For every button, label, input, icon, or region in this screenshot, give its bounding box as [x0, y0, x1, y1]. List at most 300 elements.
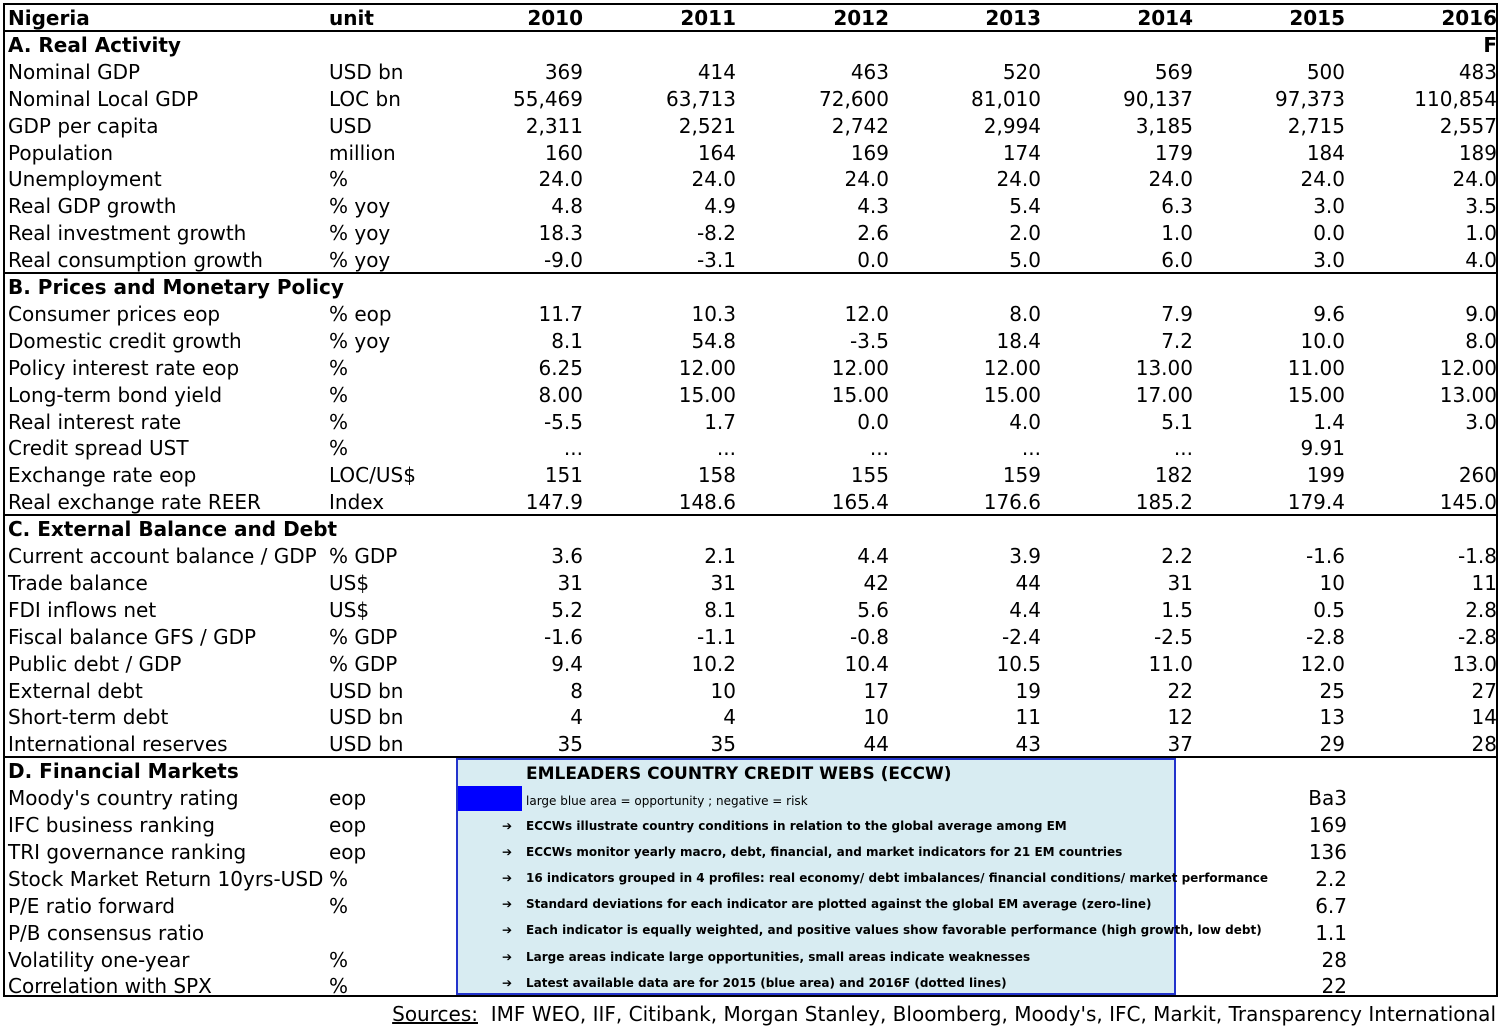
- table-row: [5, 570, 1496, 597]
- table-cell: 31: [1167, 570, 1193, 595]
- table-cell: 2.2: [1315, 866, 1347, 891]
- eccw-bullet-text: ECCWs monitor yearly macro, debt, financial, and market indicators for 21 EM countries: [526, 845, 1123, 860]
- table-cell: 3.0: [1313, 248, 1345, 273]
- table-cell: 25: [1319, 678, 1345, 703]
- row-unit: % yoy: [329, 328, 391, 353]
- table-cell: 24.0: [1452, 167, 1497, 192]
- row-label: Real GDP growth: [8, 194, 177, 219]
- table-cell: 8.1: [551, 328, 583, 353]
- table-cell: 110,854: [1414, 86, 1497, 111]
- table-cell: 6.3: [1161, 194, 1193, 219]
- table-cell: 12.00: [678, 355, 736, 380]
- row-unit: % yoy: [329, 221, 391, 246]
- table-cell: 22: [1167, 678, 1193, 703]
- row-label: FDI inflows net: [8, 597, 157, 622]
- table-cell: -5.5: [543, 409, 583, 434]
- table-row: [5, 624, 1496, 651]
- table-cell: -1.6: [1305, 544, 1345, 568]
- table-cell: 8.0: [1009, 301, 1041, 326]
- table-cell: 169: [1308, 813, 1347, 837]
- row-unit: %: [329, 355, 349, 380]
- row-label: Consumer prices eop: [8, 301, 221, 326]
- table-cell: 0.0: [1313, 221, 1345, 246]
- table-cell: 260: [1458, 463, 1497, 488]
- table-header-row: [5, 5, 1496, 32]
- section-title: B. Prices and Monetary Policy: [8, 275, 344, 299]
- year-header: 2011: [680, 6, 736, 30]
- table-cell: 24.0: [1148, 167, 1193, 192]
- table-cell: 2.1: [704, 544, 736, 568]
- table-row: [5, 597, 1496, 624]
- row-unit: Index: [329, 490, 385, 515]
- year-header: 2016: [1441, 6, 1497, 30]
- year-header: 2013: [985, 6, 1041, 30]
- arrow-right-icon: ➔: [502, 871, 513, 886]
- table-cell: 2,521: [678, 113, 736, 138]
- table-cell: 24.0: [1300, 167, 1345, 192]
- table-cell: 0.0: [857, 248, 889, 273]
- table-cell: 4.8: [551, 194, 583, 219]
- eccw-title: EMLEADERS COUNTRY CREDIT WEBS (ECCW): [526, 764, 952, 784]
- table-cell: 12: [1167, 705, 1193, 730]
- table-cell: 54.8: [691, 328, 736, 353]
- arrow-right-icon: ➔: [502, 897, 513, 912]
- row-label: Fiscal balance GFS / GDP: [8, 624, 257, 649]
- table-cell: 2.0: [1009, 221, 1041, 246]
- table-cell: 1.5: [1161, 597, 1193, 622]
- table-cell: 5.4: [1009, 194, 1041, 219]
- table-cell: -3.1: [696, 248, 736, 273]
- table-cell: 11.00: [1287, 355, 1345, 380]
- table-cell: 5.1: [1161, 409, 1193, 434]
- table-cell: 4.4: [1009, 597, 1041, 622]
- table-row: [5, 382, 1496, 409]
- table-cell: 7.2: [1161, 328, 1193, 353]
- table-cell: 15.00: [1287, 382, 1345, 407]
- sources-text: IMF WEO, IIF, Citibank, Morgan Stanley, Bloomberg, Moody's, IFC, Markit, Transparency International: [490, 1002, 1496, 1026]
- sources-line: [392, 1002, 1496, 1026]
- table-cell: 463: [850, 59, 889, 84]
- table-cell: 18.3: [538, 221, 583, 246]
- table-cell: 35: [710, 732, 736, 757]
- table-cell: 3.0: [1465, 409, 1497, 434]
- table-cell: 3,185: [1135, 113, 1193, 138]
- row-label: Trade balance: [8, 570, 148, 595]
- table-cell: 5.0: [1009, 248, 1041, 273]
- table-cell: Ba3: [1308, 786, 1347, 811]
- eccw-bullet: [502, 845, 1122, 859]
- row-unit: % yoy: [329, 248, 391, 273]
- table-cell: 10: [1319, 570, 1345, 595]
- table-cell: 10.4: [844, 651, 889, 676]
- table-cell: 72,600: [819, 86, 889, 111]
- table-cell: 8.0: [1465, 328, 1497, 353]
- section-header-row: [5, 30, 1496, 59]
- eccw-bullet-text: Latest available data are for 2015 (blue area) and 2016F (dotted lines): [526, 975, 1007, 990]
- row-label: Short-term debt: [8, 705, 169, 730]
- row-label: Real investment growth: [8, 221, 247, 246]
- table-cell: 10.5: [996, 651, 1041, 676]
- row-label: Real interest rate: [8, 409, 182, 434]
- eccw-bullet: [502, 923, 1262, 937]
- table-cell: 10: [710, 678, 736, 703]
- table-cell: 2,557: [1439, 113, 1497, 138]
- table-cell: 4.0: [1009, 409, 1041, 434]
- eccw-bullet: [502, 950, 1030, 964]
- table-cell: 24.0: [538, 167, 583, 192]
- table-cell: -9.0: [543, 248, 583, 273]
- forecast-flag: F: [1483, 32, 1497, 57]
- year-header: 2014: [1137, 6, 1193, 30]
- row-label: Credit spread UST: [8, 436, 189, 461]
- table-cell: 31: [557, 570, 583, 595]
- table-cell: 169: [850, 140, 889, 165]
- table-cell: 158: [697, 463, 736, 488]
- year-header: 2015: [1289, 6, 1345, 30]
- table-cell: 0.0: [857, 409, 889, 434]
- row-label: GDP per capita: [8, 113, 159, 138]
- row-unit: eop: [329, 813, 367, 837]
- table-cell: 5.2: [551, 597, 583, 622]
- table-cell: 13.00: [1135, 355, 1193, 380]
- table-cell: 199: [1306, 463, 1345, 488]
- table-cell: 5.6: [857, 597, 889, 622]
- table-cell: 147.9: [525, 490, 583, 515]
- row-label: International reserves: [8, 732, 228, 757]
- table-cell: 9.6: [1313, 301, 1345, 326]
- table-cell: 3.9: [1009, 544, 1041, 568]
- table-row: [5, 678, 1496, 705]
- table-cell: 520: [1002, 59, 1041, 84]
- row-unit: % GDP: [329, 624, 398, 649]
- arrow-right-icon: ➔: [502, 949, 513, 964]
- row-unit: eop: [329, 786, 367, 811]
- table-cell: 12.0: [1300, 651, 1345, 676]
- row-unit: LOC/US$: [329, 463, 416, 488]
- table-cell: 43: [1015, 732, 1041, 757]
- table-cell: 159: [1002, 463, 1041, 488]
- table-cell: 17.00: [1135, 382, 1193, 407]
- table-cell: 8.00: [538, 382, 583, 407]
- table-cell: 55,469: [513, 86, 583, 111]
- table-cell: -3.5: [849, 328, 889, 353]
- table-cell: 15.00: [831, 382, 889, 407]
- table-cell: 2.2: [1161, 544, 1193, 568]
- eccw-bullet: [502, 819, 1067, 833]
- table-cell: 500: [1306, 59, 1345, 84]
- table-cell: 31: [710, 570, 736, 595]
- table-cell: 2,742: [831, 113, 889, 138]
- eccw-bullet: [502, 897, 1152, 911]
- table-cell: 19: [1015, 678, 1041, 703]
- row-label: TRI governance ranking: [8, 839, 247, 864]
- row-unit: %: [329, 947, 349, 972]
- row-unit: %: [329, 866, 349, 891]
- table-cell: ...: [716, 436, 736, 461]
- table-cell: 182: [1154, 463, 1193, 488]
- row-label: P/E ratio forward: [8, 893, 175, 918]
- eccw-bullet-text: Standard deviations for each indicator are plotted against the global EM average (zero-line): [526, 897, 1152, 912]
- table-cell: 1.7: [704, 409, 736, 434]
- table-cell: ...: [869, 436, 889, 461]
- row-unit: US$: [329, 570, 370, 595]
- table-cell: 28: [1471, 732, 1497, 757]
- table-row: [5, 731, 1496, 758]
- table-cell: 184: [1306, 140, 1345, 165]
- table-row: [5, 193, 1496, 220]
- table-cell: ...: [1173, 436, 1193, 461]
- table-row: [5, 86, 1496, 113]
- table-cell: 369: [544, 59, 583, 84]
- row-unit: % GDP: [329, 544, 398, 568]
- table-cell: 13: [1319, 705, 1345, 730]
- table-cell: 7.9: [1161, 301, 1193, 326]
- table-cell: 2,715: [1287, 113, 1345, 138]
- row-unit: eop: [329, 839, 367, 864]
- table-cell: 414: [697, 59, 736, 84]
- section-title: D. Financial Markets: [8, 759, 239, 784]
- table-cell: 2,311: [525, 113, 583, 138]
- arrow-right-icon: ➔: [502, 845, 513, 860]
- table-cell: 44: [863, 732, 889, 757]
- arrow-right-icon: ➔: [502, 975, 513, 990]
- eccw-bullet-text: 16 indicators grouped in 4 profiles: real economy/ debt imbalances/ financial conditions/ market performance: [526, 871, 1268, 886]
- table-cell: 81,010: [971, 86, 1041, 111]
- table-cell: -2.4: [1001, 624, 1041, 649]
- section-header-row: [5, 514, 1496, 543]
- table-row: [5, 140, 1496, 167]
- table-cell: 11: [1471, 570, 1497, 595]
- table-cell: 4.3: [857, 194, 889, 219]
- table-cell: 10.0: [1300, 328, 1345, 353]
- table-cell: 10: [863, 705, 889, 730]
- table-row: [5, 247, 1496, 274]
- table-cell: 4: [570, 705, 583, 730]
- table-cell: 136: [1308, 839, 1347, 864]
- table-cell: 179: [1154, 140, 1193, 165]
- table-cell: 15.00: [983, 382, 1041, 407]
- table-cell: 6.7: [1315, 893, 1347, 918]
- eccw-bullet-text: ECCWs illustrate country conditions in relation to the global average among EM: [526, 819, 1067, 833]
- table-cell: 569: [1154, 59, 1193, 84]
- table-cell: 2.6: [857, 221, 889, 246]
- table-cell: 28: [1321, 947, 1347, 972]
- table-row: [5, 328, 1496, 355]
- section-title: C. External Balance and Debt: [8, 517, 338, 542]
- table-cell: 13.0: [1452, 651, 1497, 676]
- row-label: Correlation with SPX: [8, 974, 212, 999]
- table-row: [5, 220, 1496, 247]
- row-label: Volatility one-year: [8, 947, 190, 972]
- row-label: Unemployment: [8, 167, 162, 192]
- table-cell: 9.4: [551, 651, 583, 676]
- table-cell: -0.8: [849, 624, 889, 649]
- table-row: [5, 113, 1496, 140]
- eccw-bullet: [502, 871, 1268, 885]
- arrow-right-icon: ➔: [502, 819, 513, 833]
- row-unit: USD bn: [329, 678, 404, 703]
- table-cell: 165.4: [831, 490, 889, 515]
- table-cell: 11: [1015, 705, 1041, 730]
- table-cell: 11.7: [538, 301, 583, 326]
- table-row: [5, 166, 1496, 193]
- table-cell: 24.0: [691, 167, 736, 192]
- table-cell: 185.2: [1135, 490, 1193, 515]
- table-cell: -2.5: [1153, 624, 1193, 649]
- row-unit: %: [329, 974, 349, 999]
- row-label: Real exchange rate REER: [8, 490, 261, 515]
- table-cell: 160: [544, 140, 583, 165]
- table-cell: 1.0: [1161, 221, 1193, 246]
- table-cell: 37: [1167, 732, 1193, 757]
- table-row: [5, 651, 1496, 678]
- row-label: Nominal Local GDP: [8, 86, 199, 111]
- table-cell: 148.6: [678, 490, 736, 515]
- table-cell: 2,994: [983, 113, 1041, 138]
- row-label: Real consumption growth: [8, 248, 263, 273]
- year-header: 2012: [833, 6, 889, 30]
- table-cell: 90,137: [1123, 86, 1193, 111]
- table-cell: 44: [1015, 570, 1041, 595]
- table-cell: -1.8: [1457, 544, 1497, 568]
- row-unit: LOC bn: [329, 86, 401, 111]
- table-cell: 483: [1458, 59, 1497, 84]
- row-unit: % eop: [329, 301, 392, 326]
- table-cell: 164: [697, 140, 736, 165]
- row-unit: USD: [329, 113, 372, 138]
- table-cell: 179.4: [1287, 490, 1345, 515]
- table-cell: 42: [863, 570, 889, 595]
- table-cell: 0.5: [1313, 597, 1345, 622]
- table-row: [5, 435, 1496, 462]
- eccw-info-box: [456, 758, 1268, 995]
- unit-header: unit: [329, 6, 374, 30]
- table-cell: 12.00: [983, 355, 1041, 380]
- row-unit: %: [329, 167, 349, 192]
- table-row: [5, 301, 1496, 328]
- row-label: Moody's country rating: [8, 786, 239, 811]
- row-label: Population: [8, 140, 114, 165]
- table-cell: 27: [1471, 678, 1497, 703]
- row-unit: %: [329, 893, 349, 918]
- table-cell: 1.0: [1465, 221, 1497, 246]
- table-cell: 10.3: [691, 301, 736, 326]
- table-cell: 12.0: [844, 301, 889, 326]
- row-unit: USD bn: [329, 59, 404, 84]
- row-label: IFC business ranking: [8, 813, 215, 837]
- table-row: [5, 59, 1496, 86]
- table-cell: -8.2: [696, 221, 736, 246]
- table-cell: 2.8: [1465, 597, 1497, 622]
- table-cell: 8.1: [704, 597, 736, 622]
- table-cell: -1.6: [543, 624, 583, 649]
- table-cell: 9.0: [1465, 301, 1497, 326]
- eccw-bullet-text: Each indicator is equally weighted, and positive values show favorable performance (high growth, low debt): [526, 923, 1262, 938]
- table-cell: 18.4: [996, 328, 1041, 353]
- table-cell: 14: [1471, 705, 1497, 730]
- table-cell: 155: [850, 463, 889, 488]
- row-label: Domestic credit growth: [8, 328, 242, 353]
- table-cell: 24.0: [996, 167, 1041, 192]
- table-cell: -1.1: [696, 624, 736, 649]
- country-name: Nigeria: [8, 6, 90, 30]
- table-cell: 4.4: [857, 544, 889, 568]
- table-cell: 12.00: [1439, 355, 1497, 380]
- table-row: [5, 489, 1496, 516]
- table-cell: ...: [1021, 436, 1041, 461]
- table-cell: 1.4: [1313, 409, 1345, 434]
- table-cell: -2.8: [1305, 624, 1345, 649]
- row-unit: %: [329, 382, 349, 407]
- table-cell: 4.9: [704, 194, 736, 219]
- row-unit: US$: [329, 597, 370, 622]
- table-row: [5, 543, 1496, 570]
- year-header: 2010: [527, 6, 583, 30]
- table-cell: 12.00: [831, 355, 889, 380]
- row-label: Exchange rate eop: [8, 463, 197, 488]
- row-label: P/B consensus ratio: [8, 920, 205, 945]
- table-cell: 6.0: [1161, 248, 1193, 273]
- row-label: External debt: [8, 678, 143, 703]
- table-cell: 145.0: [1439, 490, 1497, 515]
- table-cell: 11.0: [1148, 651, 1193, 676]
- eccw-legend-swatch: [458, 786, 522, 811]
- row-label: Current account balance / GDP: [8, 544, 317, 568]
- table-cell: 13.00: [1439, 382, 1497, 407]
- row-label: Nominal GDP: [8, 59, 141, 84]
- section-title: A. Real Activity: [8, 32, 181, 57]
- sources-label: Sources:: [392, 1002, 478, 1026]
- table-cell: 9.91: [1300, 436, 1345, 461]
- table-cell: 29: [1319, 732, 1345, 757]
- table-cell: 35: [557, 732, 583, 757]
- table-cell: 174: [1002, 140, 1041, 165]
- row-unit: %: [329, 436, 349, 461]
- table-row: [5, 704, 1496, 731]
- row-unit: % GDP: [329, 651, 398, 676]
- arrow-right-icon: ➔: [502, 923, 513, 938]
- table-cell: 24.0: [844, 167, 889, 192]
- table-cell: 97,373: [1275, 86, 1345, 111]
- table-cell: 176.6: [983, 490, 1041, 515]
- row-unit: USD bn: [329, 732, 404, 757]
- table-cell: 17: [863, 678, 889, 703]
- table-cell: 189: [1458, 140, 1497, 165]
- section-header-row: [5, 272, 1496, 301]
- table-cell: 4.0: [1465, 248, 1497, 273]
- table-row: [5, 409, 1496, 436]
- table-cell: 15.00: [678, 382, 736, 407]
- row-unit: million: [329, 140, 396, 165]
- table-cell: 63,713: [666, 86, 736, 111]
- table-cell: 1.1: [1315, 920, 1347, 945]
- table-cell: 3.5: [1465, 194, 1497, 219]
- row-label: Policy interest rate eop: [8, 355, 240, 380]
- table-cell: 10.2: [691, 651, 736, 676]
- eccw-bullet: [502, 976, 1007, 990]
- table-cell: -2.8: [1457, 624, 1497, 649]
- eccw-legend-text: large blue area = opportunity ; negative = risk: [526, 794, 808, 808]
- row-label: Public debt / GDP: [8, 651, 182, 676]
- table-cell: ...: [563, 436, 583, 461]
- row-label: Stock Market Return 10yrs-USD: [8, 866, 324, 891]
- row-unit: %: [329, 409, 349, 434]
- table-cell: 4: [723, 705, 736, 730]
- table-cell: 3.6: [551, 544, 583, 568]
- table-row: [5, 462, 1496, 489]
- table-cell: 151: [544, 463, 583, 488]
- row-unit: USD bn: [329, 705, 404, 730]
